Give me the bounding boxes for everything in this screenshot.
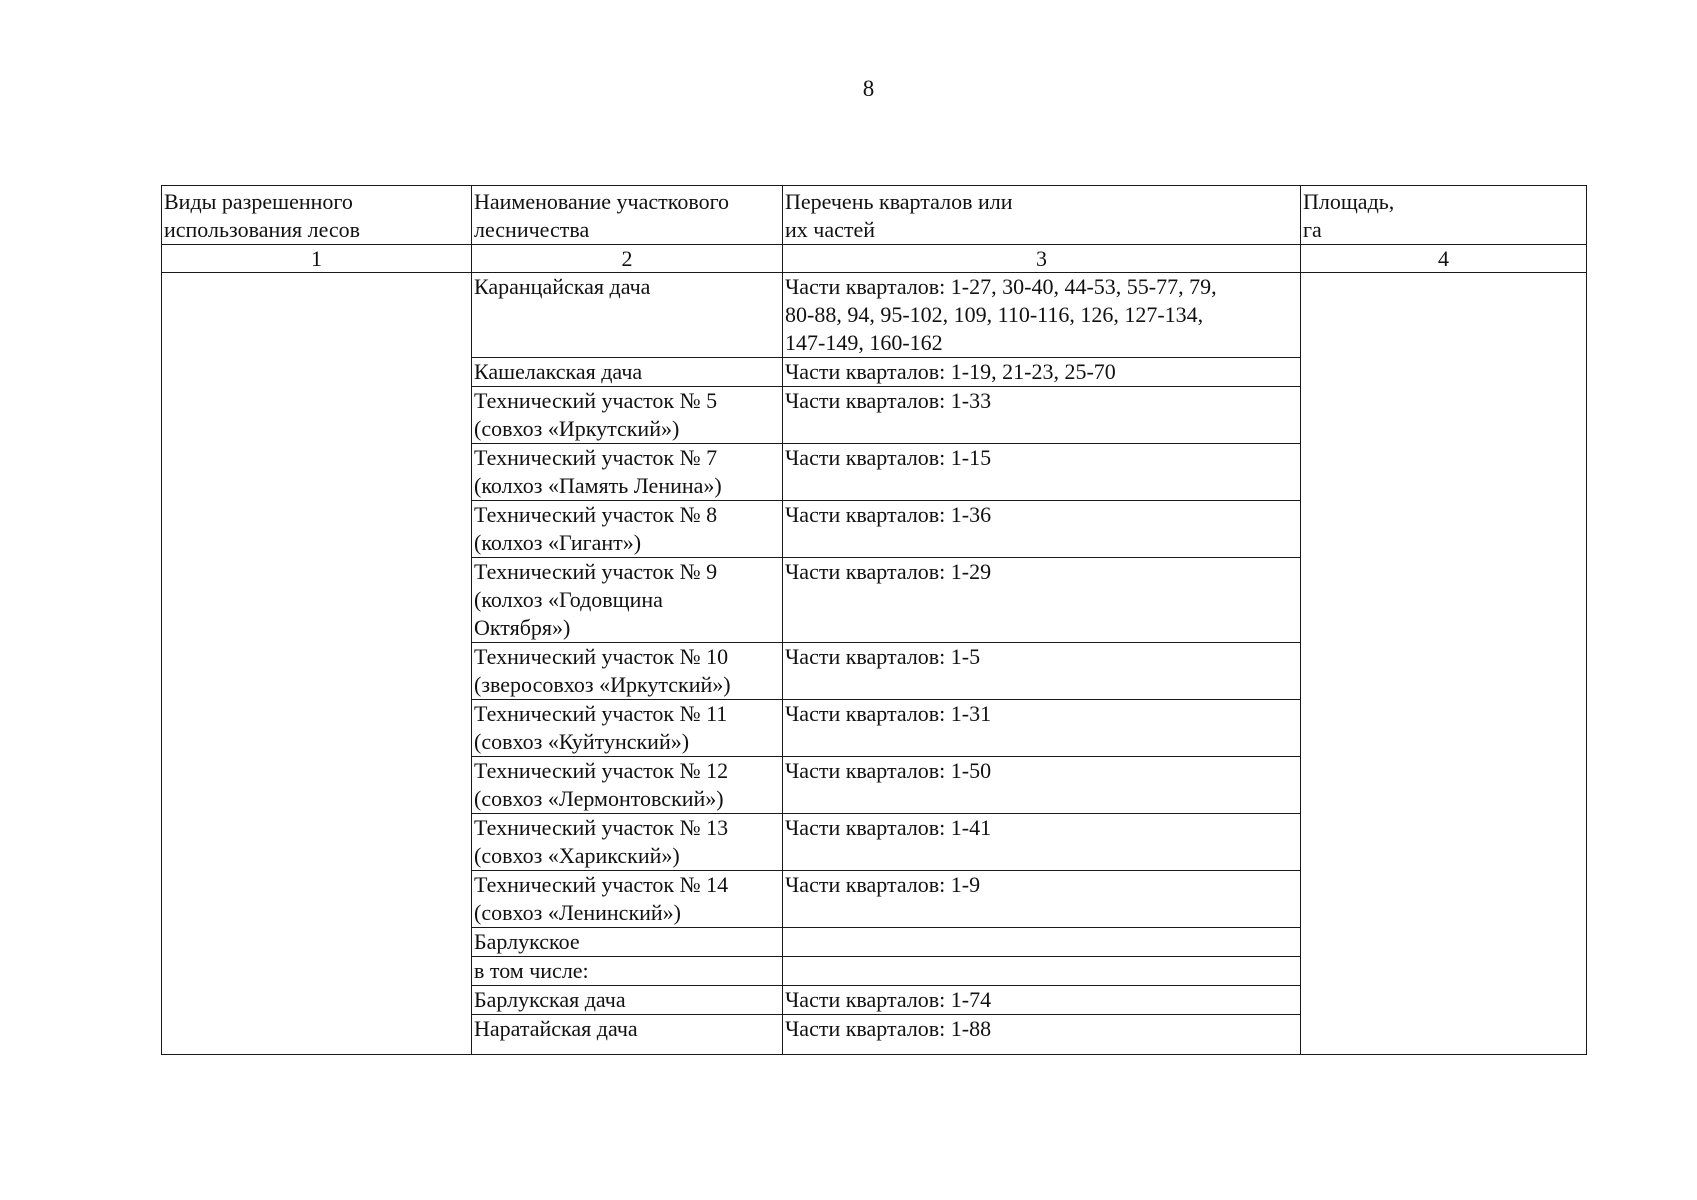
forestry-name-cell: Технический участок № 12 (совхоз «Лермонтовский») [472, 757, 783, 814]
quarters-cell: Части кварталов: 1-27, 30-40, 44-53, 55-77, 79, 80-88, 94, 95-102, 109, 110-116, 126, 127-134, 147-149, 160-162 [783, 273, 1301, 358]
quarters-cell: Части кварталов: 1-19, 21-23, 25-70 [783, 358, 1301, 387]
header-use-type: Виды разрешенного использования лесов [162, 186, 472, 245]
forestry-name-cell: Технический участок № 7 (колхоз «Память Ленина») [472, 444, 783, 501]
table-body [162, 186, 1587, 1055]
table-row [162, 273, 1587, 358]
quarters-cell: Части кварталов: 1-5 [783, 643, 1301, 700]
forestry-name-cell: Барлукская дача [472, 986, 783, 1015]
table-header-row [162, 186, 1587, 245]
quarters-cell: Части кварталов: 1-31 [783, 700, 1301, 757]
forestry-name-cell: Каранцайская дача [472, 273, 783, 358]
forestry-name-cell: Технический участок № 11 (совхоз «Куйтунский») [472, 700, 783, 757]
column-number-row [162, 245, 1587, 273]
header-area: Площадь, га [1301, 186, 1587, 245]
forestry-name-cell: Кашелакская дача [472, 358, 783, 387]
quarters-cell [783, 928, 1301, 957]
forest-use-table [161, 185, 1587, 1055]
column-number-3: 3 [783, 245, 1301, 273]
forestry-name-cell: Технический участок № 10 (зверосовхоз «Иркутский») [472, 643, 783, 700]
forestry-name-cell: в том числе: [472, 957, 783, 986]
forestry-name-cell: Барлукское [472, 928, 783, 957]
quarters-cell: Части кварталов: 1-88 [783, 1015, 1301, 1055]
forestry-name-cell: Технический участок № 14 (совхоз «Ленинский») [472, 871, 783, 928]
forestry-name-cell: Наратайская дача [472, 1015, 783, 1055]
quarters-cell: Части кварталов: 1-29 [783, 558, 1301, 643]
area-cell [1301, 273, 1587, 1055]
quarters-cell: Части кварталов: 1-9 [783, 871, 1301, 928]
quarters-cell: Части кварталов: 1-50 [783, 757, 1301, 814]
quarters-cell: Части кварталов: 1-36 [783, 501, 1301, 558]
forestry-name-cell: Технический участок № 8 (колхоз «Гигант») [472, 501, 783, 558]
column-number-2: 2 [472, 245, 783, 273]
page-number: 8 [862, 76, 875, 101]
quarters-cell [783, 957, 1301, 986]
column-number-4: 4 [1301, 245, 1587, 273]
column-number-1: 1 [162, 245, 472, 273]
header-forestry-name: Наименование участкового лесничества [472, 186, 783, 245]
quarters-cell: Части кварталов: 1-41 [783, 814, 1301, 871]
forestry-name-cell: Технический участок № 13 (совхоз «Харикский») [472, 814, 783, 871]
use-type-cell [162, 273, 472, 1055]
quarters-cell: Части кварталов: 1-74 [783, 986, 1301, 1015]
forestry-name-cell: Технический участок № 5 (совхоз «Иркутский») [472, 387, 783, 444]
header-quarters-list: Перечень кварталов или их частей [783, 186, 1301, 245]
forestry-name-cell: Технический участок № 9 (колхоз «Годовщина Октября») [472, 558, 783, 643]
quarters-cell: Части кварталов: 1-33 [783, 387, 1301, 444]
quarters-cell: Части кварталов: 1-15 [783, 444, 1301, 501]
